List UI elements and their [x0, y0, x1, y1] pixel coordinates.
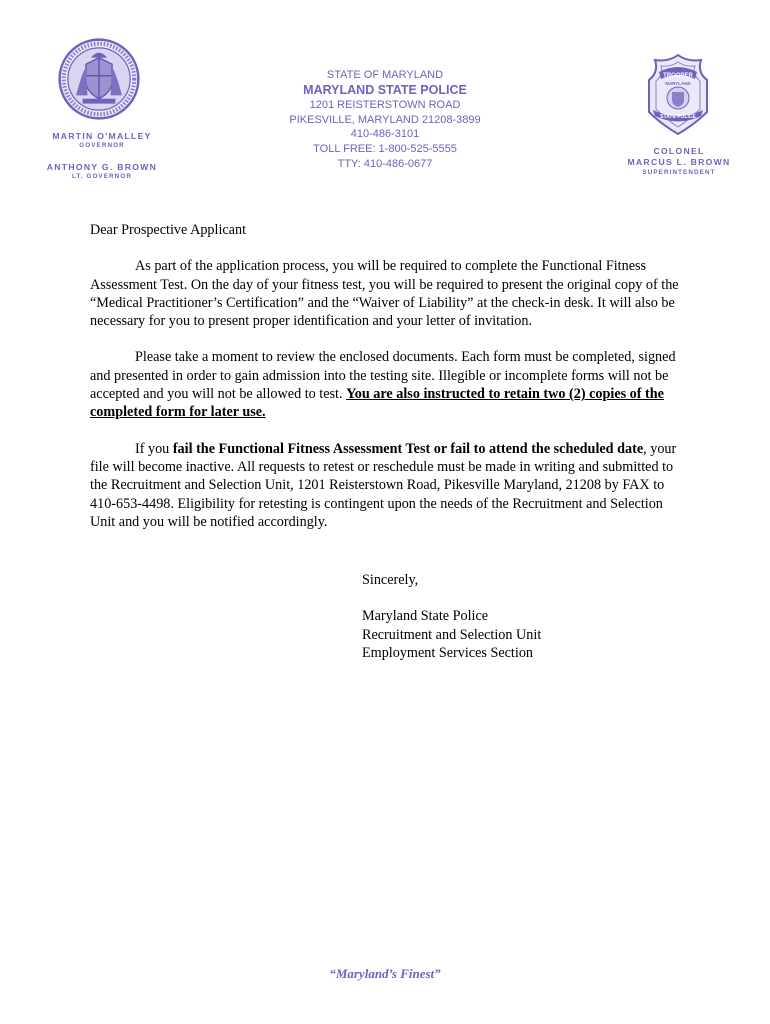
paragraph-3-emphasis: fail the Functional Fitness Assessment Test or fail to attend the scheduled date — [172, 440, 644, 457]
lt-governor-title: LT. GOVERNOR — [72, 173, 132, 180]
badge-text-bottom: STATE POLICE — [660, 114, 696, 120]
governor-name: MARTIN O'MALLEY — [52, 131, 152, 141]
badge-text-top: TROOPER — [663, 73, 693, 79]
maryland-great-seal-icon — [58, 38, 140, 120]
sign-off: Sincerely, — [362, 572, 419, 588]
lt-governor-name: ANTHONY G. BROWN — [46, 162, 158, 172]
letterhead-address-line2: PIKESVILLE, MARYLAND 21208-3899 — [289, 113, 481, 126]
letterhead-state: STATE OF MARYLAND — [326, 69, 444, 81]
letterhead-phone: 410-486-3101 — [350, 128, 420, 141]
paragraph-1-text: As part of the application process, you will be required to complete the Functional Fitness Assessment Test. On the day of your fitness test, you will be required to present the original copy of the “Medical Practitioner’s Certification” and the “Waiver of Liability” at the check-in desk. It will also be necessary for you to present proper identification and your letter of invitation. — [90, 258, 679, 330]
letter-body — [90, 221, 690, 549]
footer-motto: “Maryland’s Finest” — [329, 966, 441, 981]
paragraph-3 — [90, 440, 690, 531]
superintendent-block — [618, 146, 740, 176]
closing-line-3: Employment Services Section — [362, 644, 534, 661]
paragraph-2 — [90, 348, 690, 421]
letterhead-address-line1: 1201 REISTERSTOWN ROAD — [309, 98, 461, 111]
closing-line-2: Recruitment and Selection Unit — [362, 626, 542, 643]
closing-block — [362, 571, 541, 662]
superintendent-title: SUPERINTENDENT — [642, 169, 716, 176]
state-police-badge-icon — [645, 52, 711, 138]
superintendent-name: MARCUS L. BROWN — [627, 157, 731, 167]
governor-title: GOVERNOR — [79, 142, 125, 149]
paragraph-3-lead: If you — [135, 440, 170, 457]
letterhead-toll-free: TOLL FREE: 1-800-525-5555 — [313, 143, 457, 156]
letterhead-agency: MARYLAND STATE POLICE — [303, 82, 467, 97]
closing-line-1: Maryland State Police — [362, 608, 489, 625]
superintendent-rank: COLONEL — [653, 146, 705, 156]
letterhead — [250, 68, 520, 172]
greeting: Dear Prospective Applicant — [90, 222, 247, 238]
letterhead-tty: TTY: 410-486-0677 — [337, 157, 433, 170]
governor-block — [42, 131, 162, 149]
paragraph-2-emphasis: You are also instructed to retain two (2) copies of the completed form for later use. — [90, 386, 664, 421]
paragraph-2-text: Please take a moment to review the enclosed documents. Each form must be completed, signed and presented in order to gain admission into the testing site. Illegible or incomplete forms will not be accepted and you will not be allowed to test. — [90, 349, 676, 403]
paragraph-3-rest: , your file will become inactive. All requests to retest or reschedule must be made in writing and submitted to the Recruitment and Selection Unit, 1201 Reisterstown Road, Pikesville Maryland, 21208 by FAX to 410-653-4498. Eligibility for retesting is contingent upon the needs of the Recruitment and Selection Unit and you will be notified accordingly. — [90, 440, 677, 530]
lt-governor-block — [38, 162, 166, 180]
badge-text-mid: MARYLAND — [665, 81, 691, 86]
paragraph-1 — [90, 257, 690, 330]
